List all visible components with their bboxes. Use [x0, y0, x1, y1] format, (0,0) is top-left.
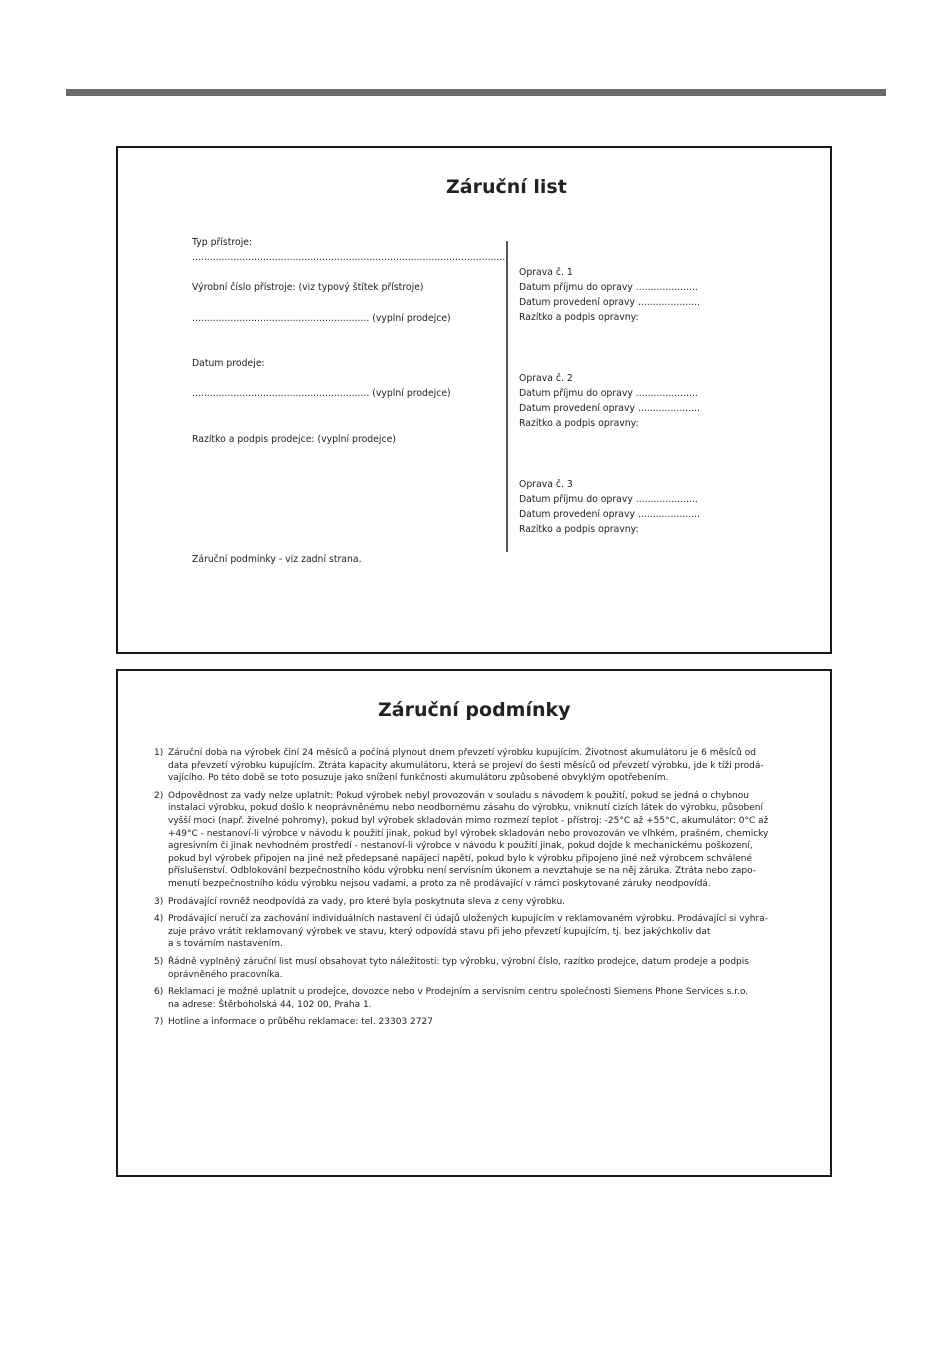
device-type-label: Typ přístroje: — [192, 237, 253, 248]
condition-text-line: vyšší moci (např. živelné pohromy), pokud byl výrobek skladován mimo rozmezí teplot - přístroj: -25°C až +55°C, akumulátor: 0°C až — [168, 815, 769, 826]
condition-text-line: Hotline a informace o průběhu reklamace: tel. 23303 2727 — [168, 1017, 433, 1028]
condition-text-line: zuje právo vrátit reklamovaný výrobek ve stavu, který odpovídá stavu při jeho převzetí kupujícím, tj. bez jakýchkoliv dat — [168, 926, 711, 937]
condition-text-line: oprávněného pracovníka. — [168, 969, 283, 980]
seller-stamp-label: Razítko a podpis prodejce: (vyplní prodejce) — [192, 434, 396, 445]
condition-item — [154, 956, 784, 981]
condition-item — [154, 1016, 784, 1029]
condition-text-line: menutí bezpečnostního kódu výrobku nejsou vadami, a proto za ně prodávající v rámci poskytované záruky neodpovídá. — [168, 878, 711, 889]
condition-text-line: instalaci výrobku, pokud došlo k neoprávněnému nebo neodbornému zásahu do výrobku, vniknutí cizích látek do výrobku, působení — [168, 803, 764, 814]
condition-text-line: pokud byl výrobek připojen na jiné než předepsané napájecí napětí, pokud bylo k výrobku připojeno jiné než výrobcem schválené — [168, 853, 753, 864]
condition-text-line: na adrese: Štěrboholská 44, 102 00, Praha 1. — [168, 999, 372, 1010]
condition-text-line: Prodávající rovněž neodpovídá za vady, pro které byla poskytnuta sleva z ceny výrobku. — [168, 896, 566, 907]
condition-item — [154, 747, 784, 785]
condition-text-line: vajícího. Po této době se toto posuzuje jako snížení funkčnosti akumulátoru způsobené obvyklým opotřebením. — [168, 773, 669, 784]
condition-number: 7) — [154, 1017, 164, 1028]
condition-text-line: a s továrním nastavením. — [168, 939, 283, 950]
repair-stamp-label: Razítko a podpis opravny: — [519, 312, 639, 323]
device-type-field: .......................................................................................................... — [192, 252, 506, 263]
sale-date-field: ............................................................ (vyplní prodejce) — [192, 388, 451, 399]
serial-number-field: ............................................................ (vyplní prodejce) — [192, 313, 451, 324]
condition-text-line: agresivním či jinak nevhodném prostředí - nestanoví-li výrobce v návodu k použití jinak, pokud dojde k mechanickému poškození, — [168, 841, 753, 852]
condition-item — [154, 986, 784, 1011]
condition-number: 6) — [154, 987, 164, 998]
repair-done-date: Datum provedení opravy ..................... — [519, 297, 701, 308]
column-divider — [506, 241, 508, 552]
repair-title: Oprava č. 3 — [519, 479, 573, 490]
condition-number: 5) — [154, 956, 164, 967]
repair-block-3 — [519, 477, 719, 537]
conditions-card-title: Záruční podmínky — [378, 699, 571, 721]
repair-done-date: Datum provedení opravy ..................... — [519, 403, 701, 414]
repair-stamp-label: Razítko a podpis opravny: — [519, 418, 639, 429]
condition-text-line: data převzetí výrobku kupujícím. Ztráta kapacity akumulátoru, která se projeví do šesti měsíců od převzetí výrobku, jde k tíži prodá- — [168, 760, 764, 771]
repair-block-1 — [519, 265, 719, 325]
condition-item — [154, 896, 784, 909]
condition-number: 4) — [154, 914, 164, 925]
condition-text-line: +49°C - nestanoví-li výrobce v návodu k použití jinak, pokud byl výrobek skladován nebo provozován ve vlhkém, prašném, chemicky — [168, 828, 769, 839]
serial-number-label: Výrobní číslo přístroje: (viz typový štítek přístroje) — [192, 282, 424, 293]
condition-number: 1) — [154, 748, 164, 758]
condition-text-line: Záruční doba na výrobek činí 24 měsíců a počíná plynout dnem převzetí výrobku kupujícím. Životnost akumulátoru je 6 měsíců od — [168, 748, 756, 758]
repair-title: Oprava č. 1 — [519, 267, 573, 278]
condition-text-line: Řádně vyplněný záruční list musí obsahovat tyto náležitosti: typ výrobku, výrobní číslo, razítko prodejce, datum prodeje a podpis — [168, 956, 749, 967]
repair-title: Oprava č. 2 — [519, 373, 573, 384]
warranty-card — [116, 146, 832, 654]
condition-text-line: Prodávající neručí za zachování individuálních nastavení či údajů uložených kupujícím v reklamovaném výrobku. Prodávající si vyhra- — [168, 914, 768, 925]
repair-received-date: Datum příjmu do opravy ..................... — [519, 282, 698, 293]
repair-block-2 — [519, 371, 719, 431]
sale-date-label: Datum prodeje: — [192, 358, 265, 369]
condition-number: 3) — [154, 896, 164, 907]
conditions-list — [154, 747, 784, 1034]
warranty-card-title: Záruční list — [446, 176, 567, 198]
conditions-card — [116, 669, 832, 1177]
condition-text-line: Odpovědnost za vady nelze uplatnit: Pokud výrobek nebyl provozován v souladu s návodem k použití, pokud se jedná o chybnou — [168, 790, 749, 801]
condition-text-line: Reklamaci je možné uplatnit u prodejce, dovozce nebo v Prodejním a servisním centru společnosti Siemens Phone Services s.r.o. — [168, 987, 749, 998]
condition-item — [154, 913, 784, 951]
condition-item — [154, 790, 784, 891]
repair-stamp-label: Razítko a podpis opravny: — [519, 524, 639, 535]
condition-text-line: příslušenství. Odblokování bezpečnostního kódu výrobku není servisním úkonem a nevztahuje se na něj záruka. Ztráta nebo zapo- — [168, 866, 757, 877]
repair-received-date: Datum příjmu do opravy ..................... — [519, 494, 698, 505]
repair-done-date: Datum provedení opravy ..................... — [519, 509, 701, 520]
top-rule — [66, 89, 886, 96]
condition-number: 2) — [154, 790, 164, 801]
conditions-note: Záruční podmínky - viz zadní strana. — [192, 554, 362, 565]
repair-received-date: Datum příjmu do opravy ..................... — [519, 388, 698, 399]
